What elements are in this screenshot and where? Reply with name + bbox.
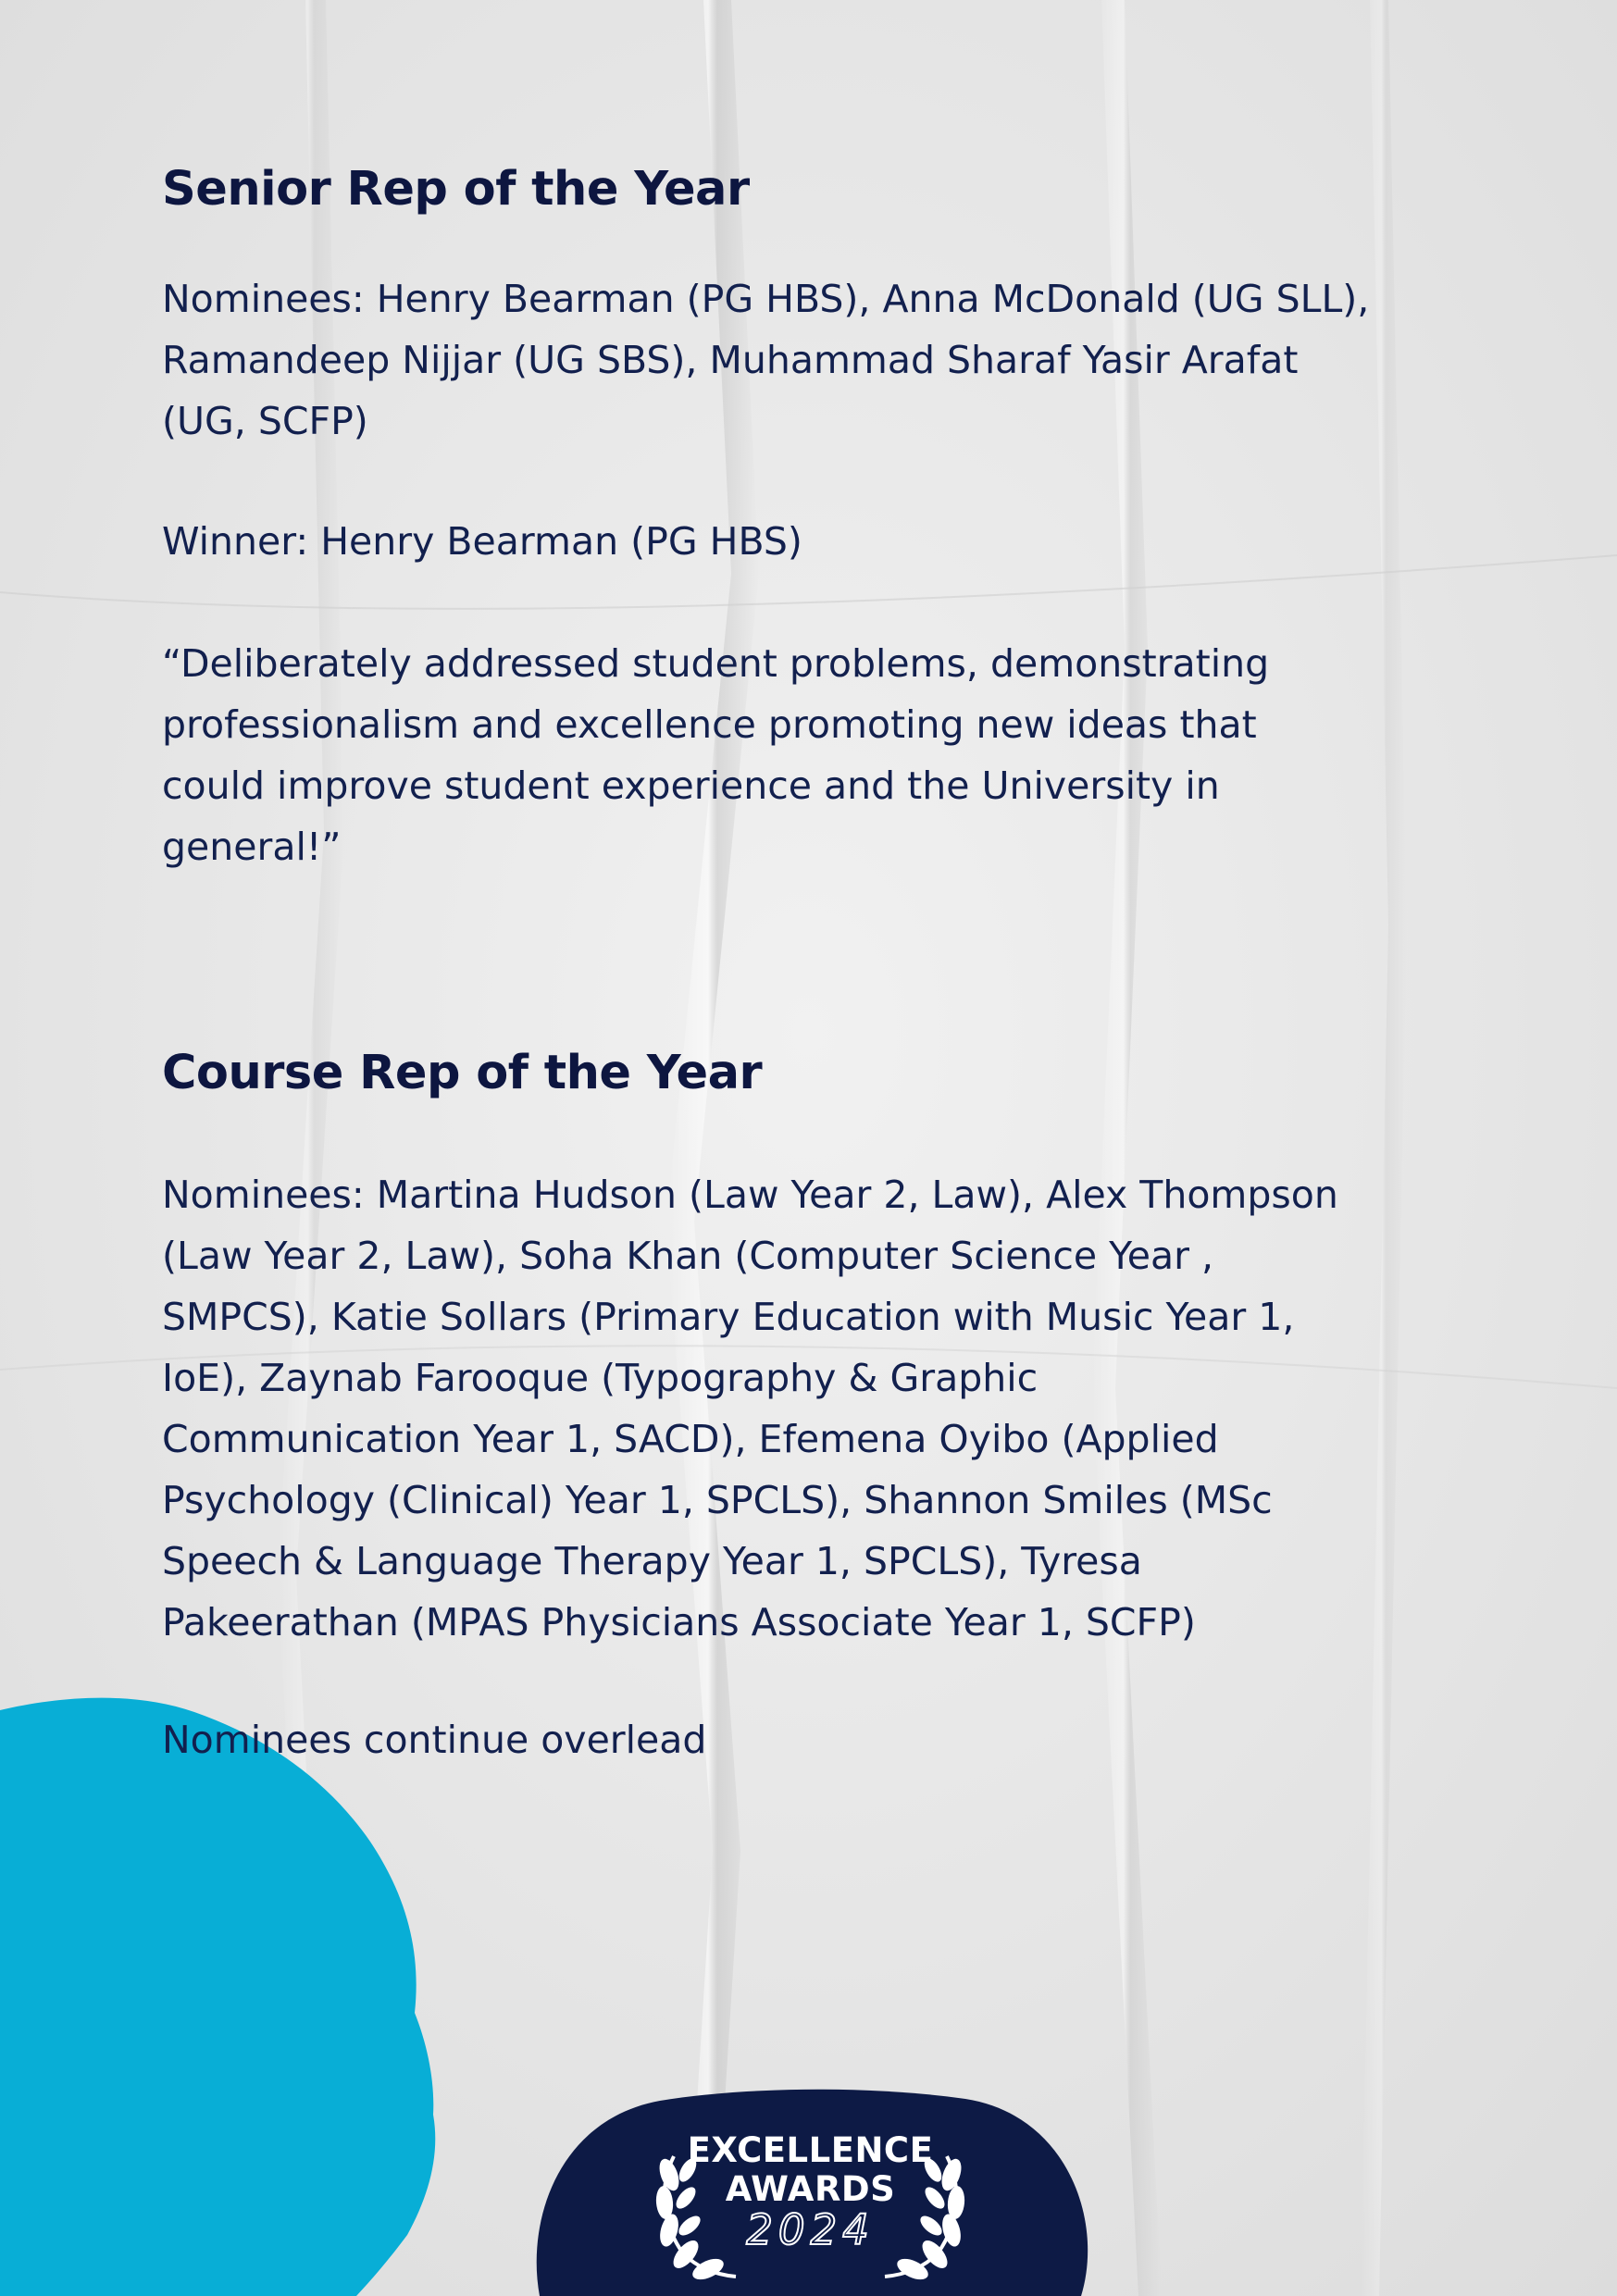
blue-paint-blob	[0, 1694, 481, 2296]
course-nominees-line: Nominees: Martina Hudson (Law Year 2, Law), Alex Thompson	[162, 1173, 1338, 1217]
senior-rep-quote	[162, 633, 1476, 877]
course-nominees-line: (Law Year 2, Law), Soha Khan (Computer Science Year ,	[162, 1234, 1214, 1278]
quote-line: professionalism and excellence promoting new ideas that	[162, 702, 1257, 747]
senior-nominees-line: Ramandeep Nijjar (UG SBS), Muhammad Sharaf Yasir Arafat	[162, 338, 1299, 382]
senior-nominees-line: Nominees: Henry Bearman (PG HBS), Anna McDonald (UG SLL),	[162, 277, 1370, 321]
quote-line: “Deliberately addressed student problems, demonstrating	[162, 641, 1270, 686]
badge-title-line2: AWARDS	[725, 2169, 896, 2209]
badge-title-line1: EXCELLENCE	[687, 2130, 934, 2170]
senior-rep-heading: Senior Rep of the Year	[162, 162, 750, 217]
senior-rep-nominees	[162, 268, 1476, 452]
course-nominees-line: Communication Year 1, SACD), Efemena Oyibo (Applied	[162, 1417, 1219, 1461]
badge-year: 2024	[746, 2205, 875, 2254]
course-nominees-line: Pakeerathan (MPAS Physicians Associate Year 1, SCFP)	[162, 1600, 1196, 1644]
course-nominees-line: Psychology (Clinical) Year 1, SPCLS), Shannon Smiles (MSc	[162, 1478, 1273, 1522]
quote-line: general!”	[162, 825, 342, 869]
course-nominees-line: IoE), Zaynab Farooque (Typography & Graphic	[162, 1356, 1039, 1400]
quote-line: could improve student experience and the University in	[162, 763, 1220, 808]
course-nominees-line: Speech & Language Therapy Year 1, SPCLS), Tyresa	[162, 1539, 1142, 1583]
continue-overleaf-note: Nominees continue overlead	[162, 1718, 707, 1762]
course-rep-heading: Course Rep of the Year	[162, 1046, 763, 1100]
senior-nominees-line: (UG, SCFP)	[162, 399, 368, 443]
course-nominees-line: SMPCS), Katie Sollars (Primary Education with Music Year 1,	[162, 1295, 1295, 1339]
senior-rep-winner: Winner: Henry Bearman (PG HBS)	[162, 519, 802, 564]
excellence-awards-badge	[521, 2082, 1100, 2296]
course-rep-nominees	[162, 1164, 1495, 1653]
